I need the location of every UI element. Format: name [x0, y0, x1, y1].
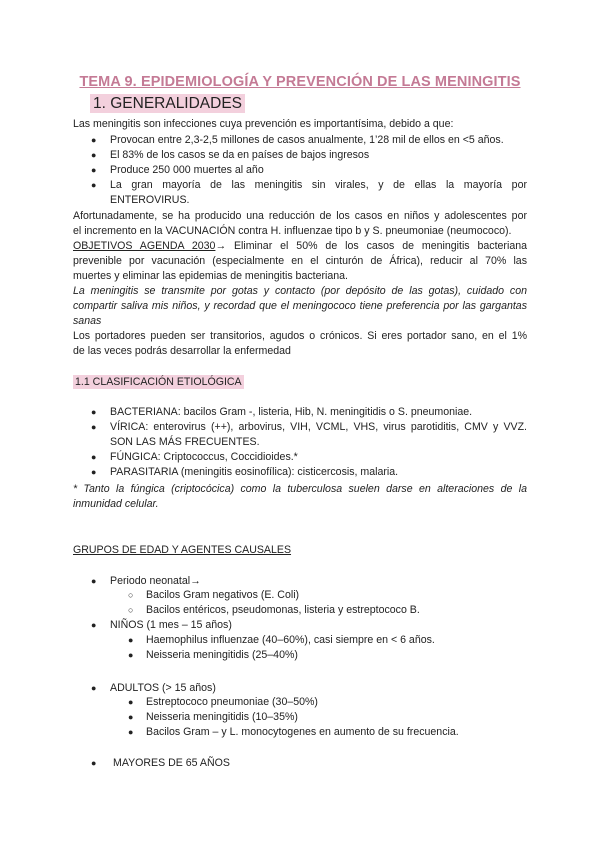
footnote-line: inmunidad celular.: [73, 498, 159, 510]
bullet-icon: ●: [91, 150, 97, 160]
agenda-text: → Eliminar el 50% de los casos de meningitis bacteriana: [215, 240, 527, 252]
bullet-icon: ●: [128, 697, 134, 707]
paragraph-line: prevenible por vacunación (especialmente en el cinturón de África), reducir al 70% las: [73, 255, 527, 267]
bullet-icon: ●: [128, 635, 134, 645]
list-item: FÚNGICA: Criptococcus, Coccidioides.*: [110, 451, 298, 463]
list-item-continuation: ENTEROVIRUS.: [110, 194, 190, 206]
bullet-icon: ●: [91, 467, 97, 477]
list-item: PARASITARIA (meningitis eosinofílica): cisticercosis, malaria.: [110, 466, 399, 478]
sub-item: Estreptococo pneumoniae (30–50%): [146, 696, 318, 708]
list-item-continuation: SON LAS MÁS FRECUENTES.: [110, 436, 260, 448]
group-item: ADULTOS (> 15 años): [110, 682, 216, 694]
group-item: MAYORES DE 65 AÑOS: [113, 757, 230, 769]
list-item: Produce 250 000 muertes al año: [110, 164, 264, 176]
bullet-icon: ●: [91, 180, 97, 190]
bullet-icon: ●: [91, 452, 97, 462]
sub-item: Bacilos Gram – y L. monocytogenes en aumento de su frecuencia.: [146, 726, 459, 738]
list-item: BACTERIANA: bacilos Gram -, listeria, Hib, N. meningitidis o S. pneumoniae.: [110, 406, 473, 418]
bullet-icon: ●: [128, 712, 134, 722]
intro-text: Las meningitis son infecciones cuya prevención es importantísima, debido a que:: [73, 118, 454, 130]
italic-line: sanas: [73, 315, 102, 327]
paragraph-line: Afortunadamente, se ha producido una reducción de los casos en niños y adolescentes por: [73, 210, 527, 222]
bullet-icon: ●: [91, 758, 97, 768]
bullet-icon: ●: [91, 422, 97, 432]
bullet-icon: ●: [91, 576, 97, 586]
paragraph-line: Los portadores pueden ser transitorios, agudos o crónicos. Si eres portador sano, en el 1%: [73, 330, 527, 342]
circle-bullet-icon: ○: [128, 605, 134, 615]
bullet-icon: ●: [91, 407, 97, 417]
section-heading-clasificacion: [73, 376, 244, 389]
sub-item: Bacilos entéricos, pseudomonas, listeria y estreptococo B.: [146, 604, 420, 616]
group-item: Periodo neonatal→: [110, 575, 201, 587]
agenda-label: OBJETIVOS AGENDA 2030: [73, 240, 216, 252]
circle-bullet-icon: ○: [128, 590, 134, 600]
clasificacion-heading-text: 1.1 CLASIFICACIÓN ETIOLÓGICA: [75, 376, 242, 388]
sub-item: Bacilos Gram negativos (E. Coli): [146, 589, 300, 601]
group-item: NIÑOS (1 mes – 15 años): [110, 619, 232, 631]
bullet-icon: ●: [91, 135, 97, 145]
bullet-icon: ●: [91, 683, 97, 693]
section-heading-generalidades: 1. GENERALIDADES: [90, 94, 245, 113]
page-title: TEMA 9. EPIDEMIOLOGÍA Y PREVENCIÓN DE LAS MENINGITIS: [79, 74, 521, 90]
bullet-icon: ●: [91, 165, 97, 175]
list-item: La gran mayoría de las meningitis sin virales, y de ellas la mayoría por: [110, 179, 527, 191]
footnote-line: * Tanto la fúngica (criptocócica) como la tuberculosa suelen darse en alteraciones de la: [73, 483, 527, 495]
paragraph-line: muertes y eliminar las epidemias de meningitis bacteriana.: [73, 270, 348, 282]
paragraph-line: el incremento en la VACUNACIÓN contra H. influenzae tipo b y S. pneumoniae (neumococo).: [73, 225, 512, 237]
sub-item: Neisseria meningitidis (25–40%): [146, 649, 298, 661]
sub-item: Neisseria meningitidis (10–35%): [146, 711, 298, 723]
list-item: El 83% de los casos se da en países de bajos ingresos: [110, 149, 370, 161]
list-item: VÍRICA: enterovirus (++), arbovirus, VIH, VCML, VHS, virus parotiditis, CMV y VVZ.: [110, 421, 527, 433]
list-item: Provocan entre 2,3-2,5 millones de casos anualmente, 1’28 mil de ellos en <5 años.: [110, 134, 504, 146]
agenda-line: [73, 240, 527, 253]
section-heading-grupos: GRUPOS DE EDAD Y AGENTES CAUSALES: [73, 544, 292, 556]
paragraph-line: de las veces podrás desarrollar la enfermedad: [73, 345, 291, 357]
sub-item: Haemophilus influenzae (40–60%), casi siempre en < 6 años.: [146, 634, 435, 646]
bullet-icon: ●: [128, 727, 134, 737]
bullet-icon: ●: [128, 650, 134, 660]
italic-line: compartir saliva mis niños, y recordad que el meningococo tiene preferencia por las gargantas: [73, 300, 527, 312]
italic-line: La meningitis se transmite por gotas y contacto (por depósito de las gotas), cuidado con: [73, 285, 527, 297]
bullet-icon: ●: [91, 620, 97, 630]
